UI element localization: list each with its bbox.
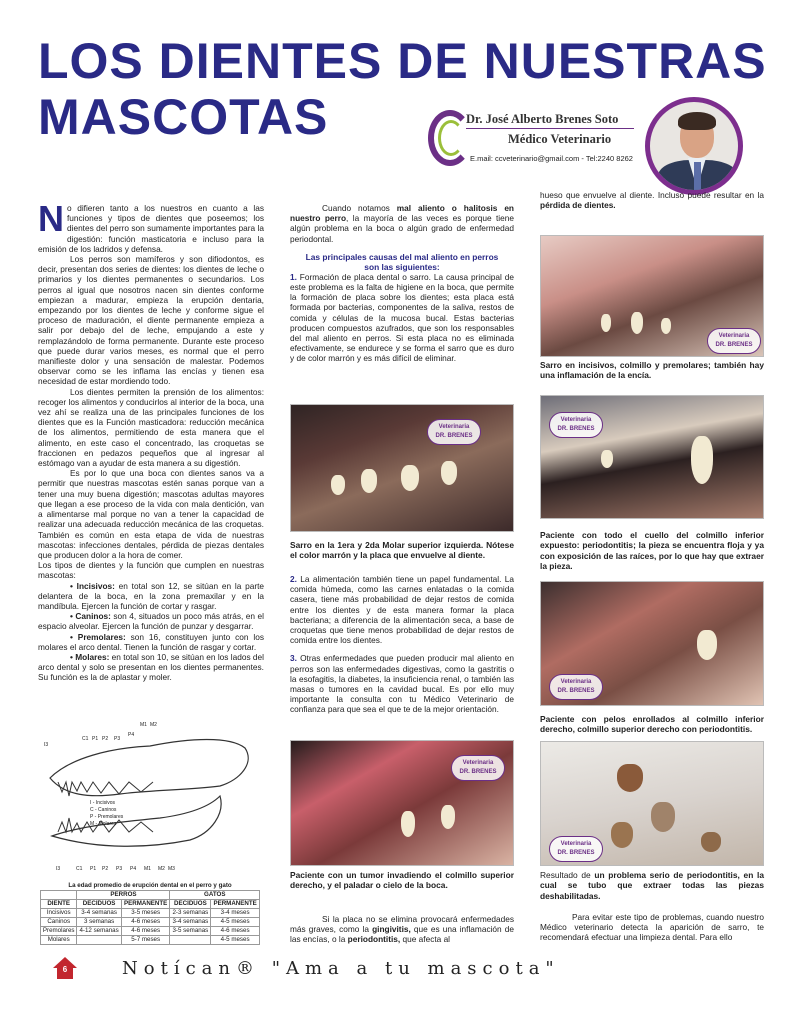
col3-closing: Para evitar este tipo de problemas, cuando nuestro Médico veterinario detecta la aparición de sarro, te recomendará efectuar una limpieza dental. Para ello bbox=[540, 912, 764, 943]
watermark-line: DR. BRENES bbox=[557, 426, 595, 432]
tooth-shape bbox=[701, 832, 721, 852]
table-cell: Incisivos bbox=[41, 909, 77, 918]
text-bold: mal aliento o halitosis en nuestro perro bbox=[290, 203, 514, 224]
tooth-shape bbox=[631, 312, 643, 334]
bullet-label: • Molares: bbox=[70, 651, 110, 662]
text-span: que es una inflamación de las encías, o la bbox=[290, 924, 515, 945]
diagram-label-bottom: M2 bbox=[158, 866, 165, 872]
clinic-watermark bbox=[549, 836, 603, 862]
text-span: Si la placa no se elimina provocará enfermedades más graves, como la bbox=[290, 914, 514, 935]
skull-lower-outline bbox=[52, 796, 221, 846]
table-cell: 3 semanas bbox=[77, 918, 121, 927]
cause-item-3 bbox=[290, 653, 514, 714]
diagram-label-bottom: C1 bbox=[76, 866, 83, 872]
table-cell: 4-5 meses bbox=[211, 918, 260, 927]
article-column-1 bbox=[38, 198, 264, 683]
bullet-text: en total son 10, se sitúan en los lados del arco dental y solo se presentan en los dientes permanentes. Su función es la de aplastar y moler. bbox=[38, 651, 264, 683]
diagram-label-bottom: P2 bbox=[102, 866, 109, 872]
table-row bbox=[41, 927, 260, 936]
table-row bbox=[41, 918, 260, 927]
bullet-premolares bbox=[38, 632, 264, 652]
bullet-molares bbox=[38, 652, 264, 683]
diagram-label-bottom: M1 bbox=[144, 866, 151, 872]
bullet-text: son 4, situados un poco más atrás, en el espacio alveolar. Ejercen la función de punzar y desgarrar. bbox=[38, 611, 264, 632]
clinic-watermark bbox=[451, 755, 505, 781]
intro-text: o difieren tanto a los nuestros en cuanto a las funciones y tipos de dientes que poseemos; los dientes del perro son sumamente importantes para la digestión: función masticatoria e incluso para la emisión de los ladridos y defensa. bbox=[38, 203, 264, 254]
table-cell: 5-7 meses bbox=[121, 936, 170, 945]
clinic-watermark bbox=[549, 674, 603, 700]
drop-cap: N bbox=[38, 198, 64, 239]
watermark-line: Veterinaria bbox=[718, 333, 750, 339]
photo-caption-4: Paciente con pelos enrollados al colmillo inferior derecho, colmillo superior derecho con periodontitis. bbox=[540, 714, 764, 735]
watermark-line: Veterinaria bbox=[462, 760, 494, 766]
diagram-label-top: P3 bbox=[114, 736, 121, 742]
author-name: Dr. José Alberto Brenes Soto bbox=[466, 112, 619, 126]
watermark-line: Veterinaria bbox=[560, 841, 592, 847]
text-span: , la mayoría de las veces es porque tiene algún problema en la boca o algún grado de enfermedad periodontal. bbox=[290, 213, 514, 244]
diagram-label-top: P2 bbox=[102, 736, 109, 742]
paragraph-2: Los perros son mamíferos y son difiodontos, es decir, presentan dos series de dientes: los dientes de leche o primarios y los dientes permanentes o secundarios. Los perros al igual que nosotros nacen sin dientes conforme empiezan a madurar, empieza la erupción dentaria, empezando por los dientes de leche y conforme sigue el proceso de maduración, el diente permanente empieza a salir por debajo del de leche, empujando a este y remplazándolo de forma permanente. Durante este proceso que puede durar varios meses, es normal que el perro manifieste dolor y una sensación de malestar. Podemos observar como se les inflama las encías y tienen esa necesidad de estar mordiendo todo. bbox=[38, 254, 264, 387]
watermark-line: DR. BRENES bbox=[557, 850, 595, 856]
tooth-shape bbox=[401, 811, 415, 837]
tooth-shape bbox=[601, 314, 611, 332]
paragraph-3: Los dientes permiten la prensión de los alimentos: recoger los alimentos y conducirlos al interior de la boca, una vez ahí se realiza una de las principales funciones de los dientes que es la Función masticadora: reducción mecánica de los alimentos, permitiendo de esta manera que el alimento, en este caso el concentrado, las croquetas se fraccionen en pedazos pequeños que al ingresar al estómago van a ayudar de esta manera a su digestión. bbox=[38, 386, 264, 469]
author-contact: E.mail: ccveterinario@gmail.com - Tel:2240 8262 bbox=[470, 154, 633, 163]
photo-caption-5: Paciente con un tumor invadiendo el colmillo superior derecho, y el paladar o cielo de la boca. bbox=[290, 870, 514, 891]
title-line-2: MASCOTAS bbox=[38, 89, 329, 145]
table-cell: 4-6 meses bbox=[121, 927, 170, 936]
bullet-label: • Caninos: bbox=[70, 611, 111, 622]
author-role: Médico Veterinario bbox=[508, 132, 612, 146]
article-column-2c bbox=[290, 914, 514, 945]
photo-tartar-incisors bbox=[540, 235, 764, 357]
table-header: PERMANENTE bbox=[121, 900, 170, 909]
photo-hair-canine bbox=[540, 581, 764, 706]
table-cell bbox=[170, 936, 211, 945]
bullet-label: • Premolares: bbox=[70, 631, 126, 642]
intro-paragraph bbox=[38, 198, 264, 254]
avatar-hair bbox=[678, 112, 716, 130]
table-cell: 3-5 meses bbox=[121, 909, 170, 918]
col3-intro bbox=[540, 190, 764, 210]
photo-extracted-teeth bbox=[540, 741, 764, 866]
item-number: 3. bbox=[290, 653, 297, 664]
eruption-table bbox=[40, 882, 260, 945]
text-bold: periodontitis, bbox=[347, 934, 401, 945]
periodontitis-paragraph bbox=[290, 914, 514, 945]
table-cell: 4-6 meses bbox=[211, 927, 260, 936]
watermark-line: DR. BRENES bbox=[715, 342, 753, 348]
bullet-incisivos bbox=[38, 581, 264, 612]
table-cell: 4-5 meses bbox=[211, 936, 260, 945]
bullet-label: • Incisivos: bbox=[70, 580, 115, 591]
page-number: 6 bbox=[62, 965, 68, 974]
table-cell: Premolares bbox=[41, 927, 77, 936]
tooth-shape bbox=[601, 450, 613, 468]
watermark-line: Veterinaria bbox=[560, 417, 592, 423]
table-header: PERMANENTE bbox=[211, 900, 260, 909]
bullet-text: son 16, constituyen junto con los molares el arco dental. Tienen la función de rasgar y cortar. bbox=[38, 631, 264, 652]
watermark-line: DR. BRENES bbox=[557, 688, 595, 694]
table-cell: 3-4 semanas bbox=[77, 909, 121, 918]
tooth-shape bbox=[697, 630, 717, 660]
diagram-legend-item: P - Premolares bbox=[90, 814, 124, 820]
tooth-shape bbox=[441, 805, 455, 829]
diagram-legend-item: C - Caninos bbox=[90, 807, 117, 813]
article-column-3b bbox=[540, 912, 764, 943]
photo-tartar-molars bbox=[290, 404, 514, 532]
diagram-label-bottom: I3 bbox=[56, 866, 61, 872]
table-cell bbox=[77, 936, 121, 945]
photo-exposed-canine bbox=[540, 395, 764, 519]
item-number: 2. bbox=[290, 574, 297, 584]
bullet-text: en total son 12, se sitúan en la parte delantera de la boca, en la zona premaxilar y en la mandíbula. Ejercen la función de cortar y rasgar. bbox=[38, 580, 264, 611]
author-divider bbox=[466, 128, 634, 129]
diagram-label-top: M1 bbox=[140, 722, 147, 728]
photo-caption-6 bbox=[540, 870, 764, 901]
item-number: 1. bbox=[290, 271, 297, 282]
table-caption: La edad promedio de erupción dental en el perro y gato bbox=[68, 882, 232, 889]
clinic-watermark bbox=[549, 412, 603, 438]
article-column-2b bbox=[290, 574, 514, 715]
text-span: Cuando notamos bbox=[322, 203, 397, 213]
diagram-legend-item: M - Molares bbox=[90, 821, 117, 827]
paragraph-5: Los tipos de dientes y la función que cumplen en nuestras mascotas: bbox=[38, 560, 264, 581]
table-cell: 4-6 meses bbox=[121, 918, 170, 927]
tooth-shape bbox=[361, 469, 377, 493]
table-empty-header bbox=[41, 891, 77, 900]
author-block bbox=[428, 108, 640, 168]
diagram-legend-item: I - Incisivos bbox=[90, 800, 116, 806]
tooth-shape bbox=[401, 465, 419, 491]
table-cell: 2-3 semanas bbox=[170, 909, 211, 918]
cause-item-1 bbox=[290, 272, 514, 364]
skull-upper-outline bbox=[50, 740, 248, 796]
paragraph-4: Es por lo que una boca con dientes sanos va a permitir que nuestras mascotas estén sanas porque van a tener una muy buena digestión; mascotas adultas mayores que llegan a ese proceso de la vida con mala dentición, van a alimentarse mal porque no van a tener la capacidad de realizar una adecuada reducción mecánica de las croquetas. También es común en esta etapa de vida de nuestras mascotas: infecciones dentales, pérdida de piezas dentales que producen dolor a la hora de comer. bbox=[38, 468, 264, 560]
diagram-label-bottom: P1 bbox=[90, 866, 97, 872]
tooth-shape bbox=[651, 802, 675, 832]
table-cell: 3-4 meses bbox=[211, 909, 260, 918]
diagram-label-top: C1 bbox=[82, 736, 89, 742]
avatar-tie bbox=[694, 162, 701, 190]
table-cell: 4-12 semanas bbox=[77, 927, 121, 936]
table-cell: Molares bbox=[41, 936, 77, 945]
halitosis-intro bbox=[290, 203, 514, 244]
article-column-3 bbox=[540, 190, 764, 210]
tooth-shape bbox=[617, 764, 643, 792]
table-cell: 3-4 semanas bbox=[170, 918, 211, 927]
section-subhead: Las principales causas del mal aliento en perros son las siguientes: bbox=[305, 251, 499, 272]
diagram-label-bottom: P4 bbox=[130, 866, 137, 872]
table-row bbox=[41, 909, 260, 918]
table-header: DIENTE bbox=[41, 900, 77, 909]
watermark-line: Veterinaria bbox=[560, 679, 592, 685]
title-line-1: LOS DIENTES DE NUESTRAS bbox=[38, 33, 767, 89]
footer-tagline: Notícan® "Ama a tu mascota" bbox=[122, 958, 560, 979]
bullet-caninos bbox=[38, 611, 264, 631]
text-span: hueso que envuelve al diente. Incluso puede resultar en la bbox=[540, 190, 764, 200]
cause-item-2 bbox=[290, 574, 514, 645]
table-group-header: PERROS bbox=[77, 891, 170, 900]
watermark-line: Veterinaria bbox=[438, 424, 470, 430]
photo-caption-1: Sarro en incisivos, colmillo y premolares; también hay una inflamación de la encía. bbox=[540, 360, 764, 381]
tooth-shape bbox=[611, 822, 633, 848]
table-cell: 3-5 semanas bbox=[170, 927, 211, 936]
diagram-label-bottom: M3 bbox=[168, 866, 175, 872]
watermark-line: DR. BRENES bbox=[459, 769, 497, 775]
author-logo-arc-green bbox=[438, 120, 464, 156]
photo-tumor bbox=[290, 740, 514, 866]
caption-text: Resultado de bbox=[540, 870, 595, 880]
diagram-label-top: I3 bbox=[44, 742, 49, 748]
author-photo bbox=[645, 97, 743, 195]
photo-caption-2: Sarro en la 1era y 2da Molar superior izquierda. Nótese el color marrón y la placa que envuelve al diente. bbox=[290, 540, 514, 561]
diagram-label-top: P1 bbox=[92, 736, 99, 742]
diagram-label-top: M2 bbox=[150, 722, 157, 728]
table-row bbox=[41, 936, 260, 945]
item-text: La alimentación también tiene un papel fundamental. La comida húmeda, como las carnes enlatadas o la comida casera, tiene más probabilidad de dejar restos de comida entre los dientes y de esta manera formar la placa bacteriana; a diferencia de la alimentación seca, a base de croquetas que tiene menos probabilidad de dejar restos de comida entre los dientes. bbox=[290, 574, 514, 646]
clinic-watermark bbox=[707, 328, 761, 354]
watermark-line: DR. BRENES bbox=[435, 433, 473, 439]
text-bold: pérdida de dientes. bbox=[540, 200, 616, 211]
article-column-2 bbox=[290, 203, 514, 364]
upper-teeth-row bbox=[58, 782, 153, 796]
caption-bold: un problema serio de periodontitis, en la cual se tubo que extraer todas las piezas deshabilitadas. bbox=[540, 870, 764, 901]
item-text: Formación de placa dental o sarro. La causa principal de este problema es la falta de higiene en la boca, que permite la formación de placa sobre los dientes; esta placa está formada por bacterias, componentes de la saliva, restos de comida y células de la mucosa bucal. Estas bacterias producen compuestos azufrados, que son los responsables del mal aliento en perros. Si esta placa no es eliminada efectivamente, se endurece y se forma el sarro que es duro y de color marrón y es más difícil de eliminar. bbox=[290, 271, 514, 364]
table-header: DECIDUOS bbox=[170, 900, 211, 909]
table-cell: Caninos bbox=[41, 918, 77, 927]
text-bold: gingivitis, bbox=[372, 924, 411, 935]
table-header: DECIDUOS bbox=[77, 900, 121, 909]
clinic-watermark bbox=[427, 419, 481, 445]
diagram-label-top: P4 bbox=[128, 732, 135, 738]
tooth-shape bbox=[691, 436, 713, 484]
table-header-row bbox=[41, 900, 260, 909]
tooth-shape bbox=[661, 318, 671, 334]
dog-skull-diagram bbox=[40, 718, 264, 878]
photo-caption-3: Paciente con todo el cuello del colmillo inferior expuesto: periodontitis; la pieza se encuentra floja y ya con exposición de las raíces, por lo que hay que extraer la pieza. bbox=[540, 530, 764, 572]
table-group-header: GATOS bbox=[170, 891, 260, 900]
table-group-row bbox=[41, 891, 260, 900]
tooth-shape bbox=[331, 475, 345, 495]
tooth-shape bbox=[441, 461, 457, 485]
text-span: que afecta al bbox=[400, 934, 451, 945]
diagram-label-bottom: P3 bbox=[116, 866, 123, 872]
item-text: Otras enfermedades que pueden producir mal aliento en perros son las enfermedades digestivas, como la gastritis o la esofagitis, la diabetes, la insuficiencia renal, o también las masas o tumores en la cavidad bucal. Es por ello muy importante la consulta con tu Médico Veterinario de confianza para que sea el que te de la mejor orientación. bbox=[290, 653, 514, 715]
